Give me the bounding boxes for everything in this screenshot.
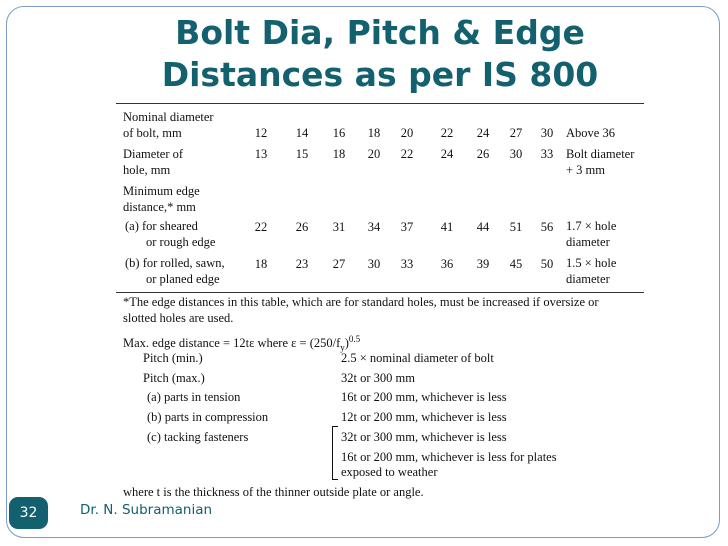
- max-edge-exponent: 0.5: [348, 334, 361, 344]
- nominal-value-4: 18: [367, 126, 381, 140]
- sheared-label-2: or rough edge: [146, 235, 216, 249]
- nominal-value-6: 22: [440, 126, 454, 140]
- sheared-value-4: 34: [367, 220, 381, 234]
- rolled-value-4: 30: [367, 257, 381, 271]
- hole-last-1: Bolt diameter: [566, 147, 635, 161]
- hole-label-2: hole, mm: [123, 163, 171, 177]
- hole-label-1: Diameter of: [123, 147, 184, 161]
- hole-last-2: + 3 mm: [566, 163, 605, 177]
- rolled-value-9: 50: [540, 257, 554, 271]
- table-bottom-rule: [116, 292, 644, 293]
- author-name: Dr. N. Subramanian: [80, 502, 213, 518]
- rolled-value-6: 36: [440, 257, 454, 271]
- hole-value-7: 26: [476, 147, 490, 161]
- pitch-compression-label: (b) parts in compression: [147, 410, 269, 424]
- slide-number-badge: 32: [9, 497, 48, 529]
- rolled-label-2: or planed edge: [146, 272, 220, 286]
- nominal-label-2: of bolt, mm: [123, 126, 182, 140]
- tacking-bracket: [332, 426, 338, 480]
- rolled-value-3: 27: [332, 257, 346, 271]
- pitch-max-label: Pitch (max.): [143, 371, 205, 385]
- hole-value-2: 15: [295, 147, 309, 161]
- sheared-value-9: 56: [540, 220, 554, 234]
- max-edge-subscript: y: [340, 342, 345, 353]
- nominal-value-above-36: Above 36: [566, 126, 615, 140]
- where-note: where t is the thickness of the thinner outside plate or angle.: [123, 485, 424, 499]
- sheared-label-1: (a) for sheared: [125, 219, 198, 233]
- hole-value-6: 24: [440, 147, 454, 161]
- max-edge-text: Max. edge distance = 12tε where ε = (250/f: [123, 336, 341, 351]
- nominal-value-1: 12: [254, 126, 268, 140]
- pitch-tension-label: (a) parts in tension: [147, 390, 241, 404]
- rolled-last-1: 1.5 × hole: [566, 256, 617, 270]
- slide-title-line-1: Bolt Dia, Pitch & Edge: [175, 13, 585, 52]
- hole-value-8: 30: [509, 147, 523, 161]
- nominal-value-3: 16: [332, 126, 346, 140]
- hole-value-4: 20: [367, 147, 381, 161]
- rolled-value-5: 33: [400, 257, 414, 271]
- pitch-tacking-label: (c) tacking fasteners: [147, 430, 249, 444]
- hole-value-1: 13: [254, 147, 268, 161]
- sheared-value-5: 37: [400, 220, 414, 234]
- nominal-value-8: 27: [509, 126, 523, 140]
- sheared-value-8: 51: [509, 220, 523, 234]
- sheared-value-6: 41: [440, 220, 454, 234]
- slide-title-line-2: Distances as per IS 800: [161, 55, 599, 94]
- nominal-value-2: 14: [295, 126, 309, 140]
- tacking-extra-1: 16t or 200 mm, whichever is less for plates: [341, 450, 557, 464]
- footnote-line-2: slotted holes are used.: [123, 311, 234, 325]
- sheared-value-1: 22: [254, 220, 268, 234]
- nominal-value-9: 30: [540, 126, 554, 140]
- hole-value-3: 18: [332, 147, 346, 161]
- table-top-rule: [116, 103, 644, 104]
- rolled-last-2: diameter: [566, 272, 610, 286]
- pitch-min-label: Pitch (min.): [143, 351, 203, 365]
- pitch-tacking-value: 32t or 300 mm, whichever is less: [341, 430, 507, 444]
- footnote-line-1: *The edge distances in this table, which are for standard holes, must be increased if oversize or: [123, 295, 599, 309]
- sheared-value-2: 26: [295, 220, 309, 234]
- pitch-max-value: 32t or 300 mm: [341, 371, 415, 385]
- sheared-value-3: 31: [332, 220, 346, 234]
- pitch-tension-value: 16t or 200 mm, whichever is less: [341, 390, 507, 404]
- pitch-compression-value: 12t or 200 mm, whichever is less: [341, 410, 507, 424]
- max-edge-closing: ): [344, 336, 349, 351]
- pitch-min-value: 2.5 × nominal diameter of bolt: [341, 351, 494, 365]
- rolled-value-1: 18: [254, 257, 268, 271]
- sheared-last-2: diameter: [566, 235, 610, 249]
- hole-value-5: 22: [400, 147, 414, 161]
- min-edge-label-2: distance,* mm: [123, 200, 196, 214]
- sheared-last-1: 1.7 × hole: [566, 219, 617, 233]
- tacking-extra-2: exposed to weather: [341, 465, 438, 479]
- rolled-value-2: 23: [295, 257, 309, 271]
- nominal-value-5: 20: [400, 126, 414, 140]
- hole-value-9: 33: [540, 147, 554, 161]
- rolled-label-1: (b) for rolled, sawn,: [125, 256, 225, 270]
- nominal-value-7: 24: [476, 126, 490, 140]
- sheared-value-7: 44: [476, 220, 490, 234]
- nominal-label-1: Nominal diameter: [123, 110, 214, 124]
- min-edge-label-1: Minimum edge: [123, 184, 200, 198]
- rolled-value-7: 39: [476, 257, 490, 271]
- rolled-value-8: 45: [509, 257, 523, 271]
